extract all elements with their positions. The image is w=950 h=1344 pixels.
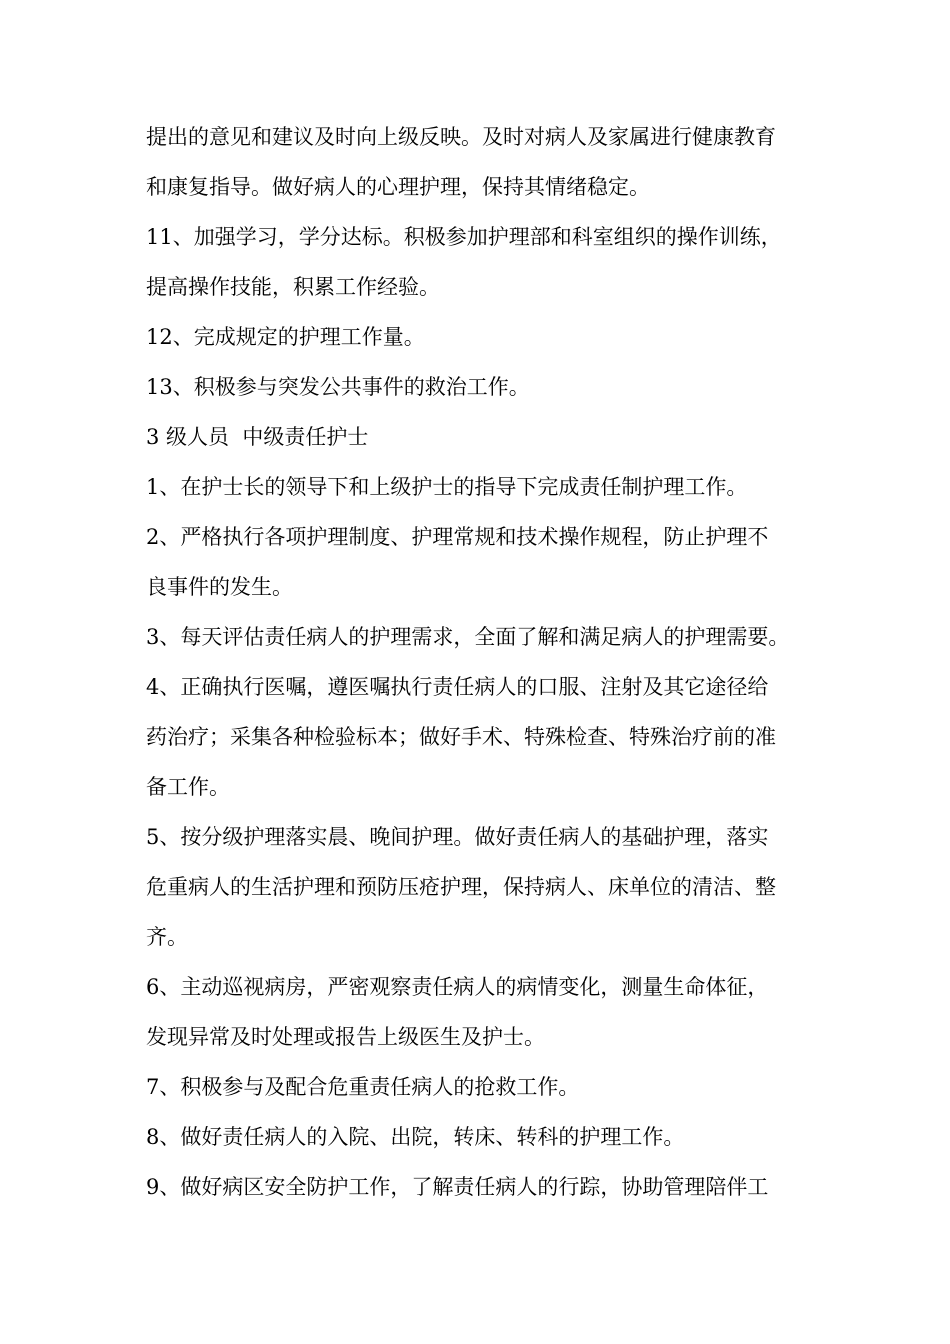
text-line: 7、积极参与及配合危重责任病人的抢救工作。 [146, 1075, 580, 1099]
text-line: 危重病人的生活护理和预防压疮护理，保持病人、床单位的清洁、整 [146, 875, 776, 899]
text-line: 6、主动巡视病房，严密观察责任病人的病情变化，测量生命体征， [146, 975, 769, 999]
text-line: 齐。 [146, 925, 188, 949]
text-line: 药治疗；采集各种检验标本；做好手术、特殊检查、特殊治疗前的准 [146, 725, 776, 749]
text-line: 8、做好责任病人的入院、出院，转床、转科的护理工作。 [146, 1125, 685, 1149]
text-line: 提出的意见和建议及时向上级反映。及时对病人及家属进行健康教育 [146, 125, 776, 149]
text-line: 13、积极参与突发公共事件的救治工作。 [146, 375, 530, 399]
text-line: 12、完成规定的护理工作量。 [146, 325, 425, 349]
text-line: 2、严格执行各项护理制度、护理常规和技术操作规程，防止护理不 [146, 525, 769, 549]
text-line: 和康复指导。做好病人的心理护理，保持其情绪稳定。 [146, 175, 650, 199]
text-line: 提高操作技能，积累工作经验。 [146, 275, 440, 299]
text-line: 5、按分级护理落实晨、晚间护理。做好责任病人的基础护理，落实 [146, 825, 769, 849]
text-line: 发现异常及时处理或报告上级医生及护士。 [146, 1025, 545, 1049]
text-line: 良事件的发生。 [146, 575, 293, 599]
document-body [146, 112, 810, 1212]
text-line: 9、做好病区安全防护工作，了解责任病人的行踪，协助管理陪伴工 [146, 1175, 769, 1199]
text-line: 备工作。 [146, 775, 230, 799]
text-line: 3、每天评估责任病人的护理需求，全面了解和满足病人的护理需要。 [146, 625, 790, 649]
section-heading: 3 级人员 中级责任护士 [146, 425, 369, 449]
text-line: 1、在护士长的领导下和上级护士的指导下完成责任制护理工作。 [146, 475, 748, 499]
text-line: 11、加强学习，学分达标。积极参加护理部和科室组织的操作训练， [146, 225, 782, 249]
text-line: 4、正确执行医嘱，遵医嘱执行责任病人的口服、注射及其它途径给 [146, 675, 769, 699]
